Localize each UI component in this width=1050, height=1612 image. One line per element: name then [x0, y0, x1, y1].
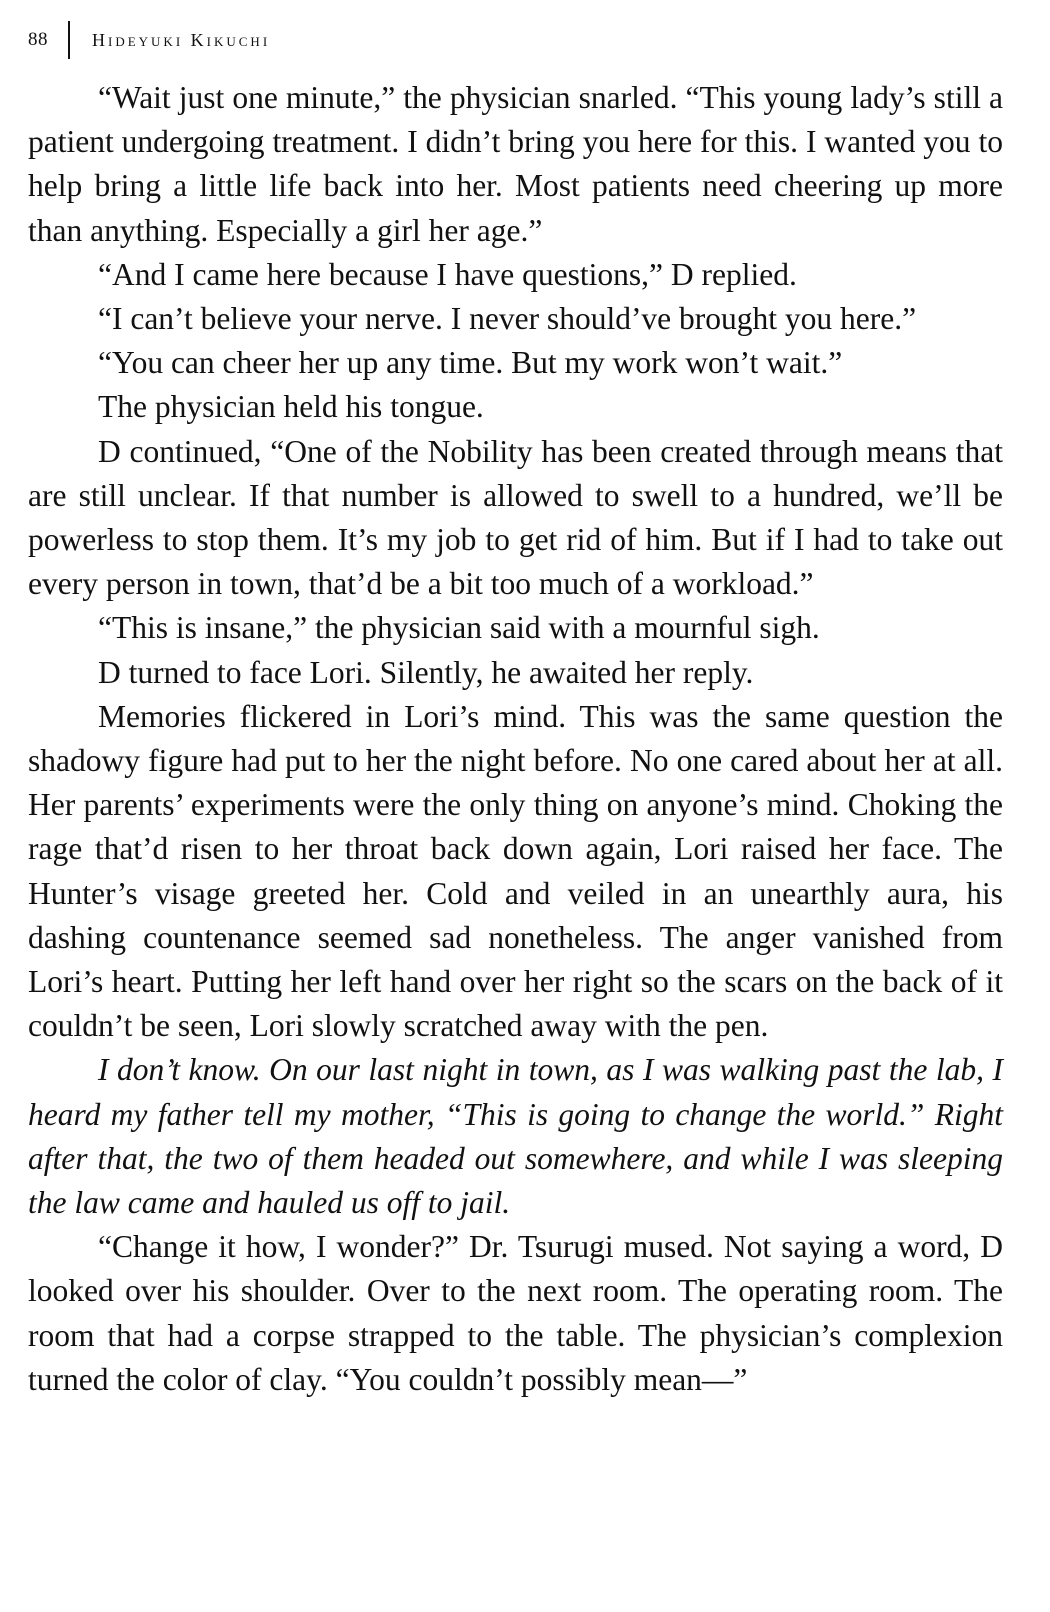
paragraph: “You can cheer her up any time. But my work won’t wait.”	[98, 345, 843, 381]
header-divider	[68, 21, 70, 59]
paragraph: The physician held his tongue.	[98, 389, 484, 425]
paragraph: “Change it how, I wonder?” Dr. Tsurugi mused. Not saying a word, D looked over his shoulder. Over to the next room. The operating room. The room that had a corpse strapped to the table. The physician’s complexion turned the color of clay. “You couldn’t possibly mean—”	[28, 1229, 1003, 1397]
running-head-author: Hideyuki Kikuchi	[92, 29, 271, 50]
paragraph-note: I don’t know. On our last night in town, as I was walking past the lab, I heard my father tell my mother, “This is going to change the world.” Right after that, the two of them headed out somewhere, and while I was sleeping the law came and hauled us off to jail.	[28, 1052, 1003, 1221]
paragraph: “I can’t believe your nerve. I never should’ve brought you here.”	[98, 301, 917, 337]
paragraph: D turned to face Lori. Silently, he awaited her reply.	[98, 654, 754, 690]
page-header	[28, 18, 270, 62]
paragraph: Memories flickered in Lori’s mind. This was the same question the shadowy figure had put to her the night before. No one cared about her at all. Her parents’ experiments were the only thing on anyone’s mind. Choking the rage that’d risen to her throat back down again, Lori raised her face. The Hunter’s visage greeted her. Cold and veiled in an unearthly aura, his dashing countenance seemed sad nonetheless. The anger vanished from Lori’s heart. Putting her left hand over her right so the scars on the back of it couldn’t be seen, Lori slowly scratched away with the pen.	[28, 698, 1003, 1044]
body-text	[28, 76, 1003, 1402]
paragraph: “Wait just one minute,” the physician snarled. “This young lady’s still a patient undergoing treatment. I didn’t bring you here for this. I wanted you to help bring a little life back into her. Most patients need cheering up more than anything. Especially a girl her age.”	[28, 80, 1003, 248]
paragraph: “And I came here because I have questions,” D replied.	[98, 256, 797, 292]
paragraph: D continued, “One of the Nobility has been created through means that are still unclear. If that number is allowed to swell to a hundred, we’ll be powerless to stop them. It’s my job to get rid of him. But if I had to take out every person in town, that’d be a bit too much of a workload.”	[28, 433, 1003, 602]
paragraph: “This is insane,” the physician said with a mournful sigh.	[98, 610, 820, 646]
page-number: 88	[28, 29, 48, 50]
